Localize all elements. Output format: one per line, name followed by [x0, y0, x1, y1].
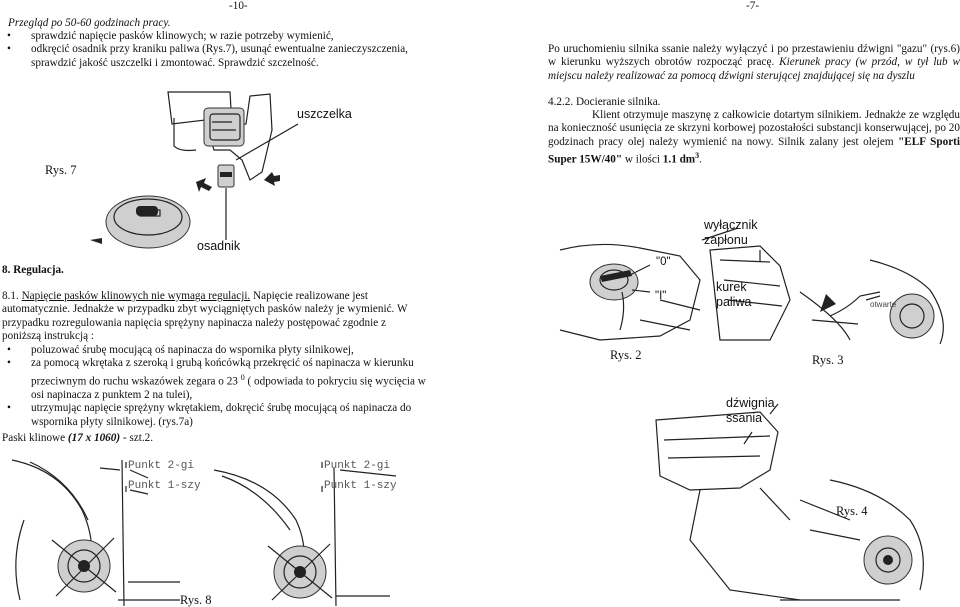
fig2-caption: Rys. 2 [610, 348, 642, 362]
section-heading-regulation: 8. Regulacja. [2, 264, 64, 276]
belts-line: Paski klinowe (17 x 1060) - szt.2. [2, 432, 154, 444]
subsection-underlined: Napięcie pasków klinowych nie wymaga regulacji. [21, 290, 251, 302]
review-item: • sprawdzić napięcie pasków klinowych; w razie potrzeby wymienić, [2, 30, 422, 43]
review-title: Przegląd po 50-60 godzinach pracy. [8, 17, 171, 29]
fig3-label-ignition: wyłącznik zapłonu [704, 218, 758, 247]
right-intro: Po uruchomieniu silnika ssanie należy wyłączyć i po przestawieniu dźwigni "gazu" (rys.6) w kierunku wyższych obrotów rozpocząć pracę. Kierunek pracy (w przód, w tył lub w miejscu należy realizować za pomocą dźwigni sterującej znajdującej się na dyszlu [548, 43, 960, 82]
adjust-item: • za pomocą wkrętaka z szeroką i grubą końcówką przekręcić oś napinacza w kierunku przeciwnym do ruchu wskazówek zegara o 23 $^0$ ( odpowiada to pokryciu się wycięcia w osi napinacza z punktem 2 na tulei), [2, 357, 426, 402]
subsection-number: 8.1. [2, 290, 19, 302]
fig8-point1-left: Punkt 1-szy [128, 480, 201, 492]
adjust-item: • utrzymując napięcie sprężyny wkrętakiem, dokręcić śrubę mocującą oś napinacza do wspornika płyty silnikowej. (rys.7a) [2, 402, 426, 429]
running-in-text: Klient otrzymuje maszynę z całkowicie dotartym silnikiem. Jednakże ze względu na konieczność usunięcia ze skrzyni korbowej pozostałości substancji konserwującej, po 20 godzinach pracy olej należy wymienić na nowy. Silnik zalany jest olejem "ELF Sporti Super 15W/40" w ilości 1.1 $dm^3$. [548, 109, 960, 166]
fig8-point2-left: Punkt 2-gi [128, 460, 195, 472]
fig2-label-on: "I" [655, 290, 667, 302]
fig3-label-open: otwarte [870, 300, 897, 309]
fig2-label-off: "0" [656, 256, 671, 268]
fig4-label-choke: dźwignia ssania [726, 396, 775, 425]
left-page-number: -10- [229, 0, 248, 12]
right-page-number: -7- [746, 0, 760, 12]
fig3-caption: Rys. 3 [812, 353, 844, 367]
adjust-item: • poluzować śrubę mocującą oś napinacza do wspornika płyty silnikowej, [2, 344, 426, 357]
fig7-label-seal: uszczelka [297, 107, 352, 121]
subsection-text: Napięcie realizowane jest automatycznie. Jednakże w przypadku zbyt wyciągniętych pasków należy je wymienić. W przypadku rozregulowania napięcia sprężyny napinacza należy postępować zgodnie z poniższą instrukcją : [2, 290, 408, 343]
fig3-label-tap: kurek paliwa [716, 280, 752, 309]
fig8-point2-right: Punkt 2-gi [324, 460, 391, 472]
fig8-point1-right: Punkt 1-szy [324, 480, 397, 492]
fig4-caption: Rys. 4 [836, 504, 868, 518]
fig7-caption: Rys. 7 [45, 163, 77, 177]
fig7-label-settler: osadnik [197, 239, 241, 253]
fig8-caption: Rys. 8 [180, 593, 212, 607]
running-in-heading: 4.2.2. Docieranie silnika. [548, 96, 661, 108]
review-item: • odkręcić osadnik przy kraniku paliwa (Rys.7), usunąć ewentualne zanieczyszczenia, sprawdzić jakość uszczelki i zmontować. Sprawdzić szczelność. [2, 43, 422, 70]
belts-spec: (17 x 1060) [67, 432, 121, 444]
